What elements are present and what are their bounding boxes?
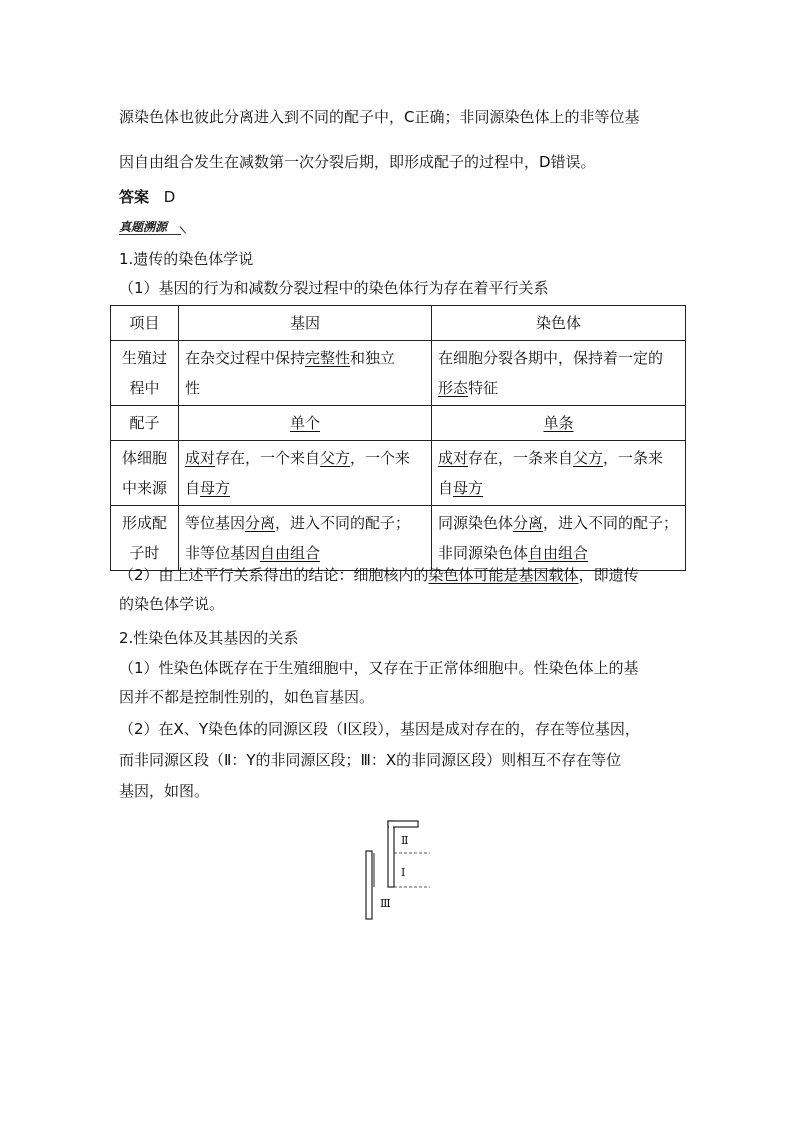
cell-text: 等位基因	[185, 514, 246, 532]
intro-line-1: 源染色体也彼此分离进入到不同的配子中，C正确；非同源染色体上的非等位基	[119, 108, 640, 126]
label-region-i: Ⅰ	[401, 866, 406, 879]
cell-text: 非同源染色体	[438, 544, 529, 562]
cell-text: ，进入不同的配子；	[543, 514, 679, 532]
underlined-term: 单个	[289, 414, 320, 432]
x-chromosome-shaft	[366, 851, 372, 919]
text: ，即遗传	[578, 566, 639, 584]
cell-text: 和独立	[350, 349, 396, 367]
section2-p2-line2: 而非同源区段（Ⅱ：Y的非同源区段；Ⅲ：X的非同源区段）则相互不存在等位	[119, 751, 622, 769]
underlined-term: 父方	[320, 449, 351, 467]
underlined-term: 自由组合	[260, 544, 321, 562]
label-region-iii: Ⅲ	[380, 897, 391, 910]
underlined-term: 自由组合	[528, 544, 589, 562]
section2-heading: 2.性染色体及其基因的关系	[119, 629, 299, 647]
underlined-term: 母方	[200, 479, 231, 497]
section1-sub2-line2: 的染色体学说。	[119, 595, 225, 613]
underlined-term: 染色体可能是基因载体	[428, 566, 579, 584]
cell-text: 在细胞分裂各期中，保持着一定的	[438, 349, 664, 367]
section2-p1-line2: 因并不都是控制性别的，如色盲基因。	[119, 688, 375, 706]
text: （2）由上述平行关系得出的结论：细胞核内的	[119, 566, 429, 584]
row-item	[111, 441, 179, 506]
cell-text: 性	[185, 379, 201, 397]
table-row	[111, 341, 686, 406]
comparison-table	[110, 305, 686, 571]
table-row	[111, 406, 686, 441]
row-item-text: 中来源	[121, 479, 167, 497]
cell-text: ，一条来	[603, 449, 664, 467]
underlined-term: 单条	[543, 414, 574, 432]
row-item	[111, 341, 179, 406]
underlined-term: 完整性	[305, 349, 351, 367]
row-item-text: 体细胞	[121, 449, 167, 467]
section1-sub1: （1）基因的行为和减数分裂过程中的染色体行为存在着平行关系	[119, 279, 549, 297]
row-gene-cell	[179, 406, 432, 441]
table-header-gene: 基因	[179, 306, 432, 341]
cell-text: 特征	[468, 379, 499, 397]
underlined-term: 父方	[573, 449, 604, 467]
section2-p2-line1: （2）在X、Y染色体的同源区段（Ⅰ区段），基因是成对存在的，存在等位基因，	[119, 720, 640, 738]
row-chromosome-cell	[432, 441, 686, 506]
row-chromosome-cell	[432, 506, 686, 571]
cell-text: ，进入不同的配子；	[275, 514, 411, 532]
table-row	[111, 441, 686, 506]
underlined-term: 分离	[245, 514, 276, 532]
table-row	[111, 506, 686, 571]
row-item-text: 形成配	[121, 514, 167, 532]
row-gene-cell	[179, 341, 432, 406]
answer-value: D	[163, 188, 176, 206]
cell-text: ，一个来	[350, 449, 411, 467]
cell-text: 存在，一个来自	[215, 449, 321, 467]
table-header-chromosome: 染色体	[432, 306, 686, 341]
cell-text: 同源染色体	[438, 514, 514, 532]
row-chromosome-cell	[432, 406, 686, 441]
section-tag: 真题溯源	[119, 220, 168, 234]
row-item-text: 程中	[129, 379, 160, 397]
cell-text: 存在，一条来自	[468, 449, 574, 467]
row-gene-cell	[179, 441, 432, 506]
table-header-item: 项目	[111, 306, 179, 341]
intro-line-2: 因自由组合发生在减数第一次分裂后期，即形成配子的过程中，D错误。	[119, 153, 596, 171]
underlined-term: 成对	[438, 449, 469, 467]
section-tag-underline	[119, 234, 181, 235]
cell-text: 自	[185, 479, 201, 497]
section2-p1-line1: （1）性染色体既存在于生殖细胞中，又存在于正常体细胞中。性染色体上的基	[119, 659, 639, 677]
row-chromosome-cell	[432, 341, 686, 406]
row-gene-cell	[179, 506, 432, 571]
underlined-term: 母方	[453, 479, 484, 497]
underlined-term: 分离	[513, 514, 544, 532]
section1-heading: 1.遗传的染色体学说	[119, 250, 254, 268]
xy-chromosome-figure	[360, 815, 470, 929]
row-item-text: 生殖过	[121, 349, 167, 367]
answer-label: 答案	[119, 188, 150, 206]
cell-text: 在杂交过程中保持	[185, 349, 306, 367]
section2-p2-line3: 基因，如图。	[119, 782, 210, 800]
section1-sub2-line1	[119, 563, 689, 587]
label-region-ii: Ⅱ	[401, 834, 409, 847]
row-item-text: 子时	[129, 544, 160, 562]
answer-line	[119, 185, 689, 209]
underlined-term: 成对	[185, 449, 216, 467]
cell-text: 非等位基因	[185, 544, 261, 562]
xy-chromosome-diagram	[360, 815, 470, 925]
underlined-term: 形态	[438, 379, 469, 397]
row-item	[111, 506, 179, 571]
cell-text: 自	[438, 479, 454, 497]
row-item: 配子	[111, 406, 179, 441]
section-tag-tail	[180, 226, 187, 234]
table-header-row	[111, 306, 686, 341]
